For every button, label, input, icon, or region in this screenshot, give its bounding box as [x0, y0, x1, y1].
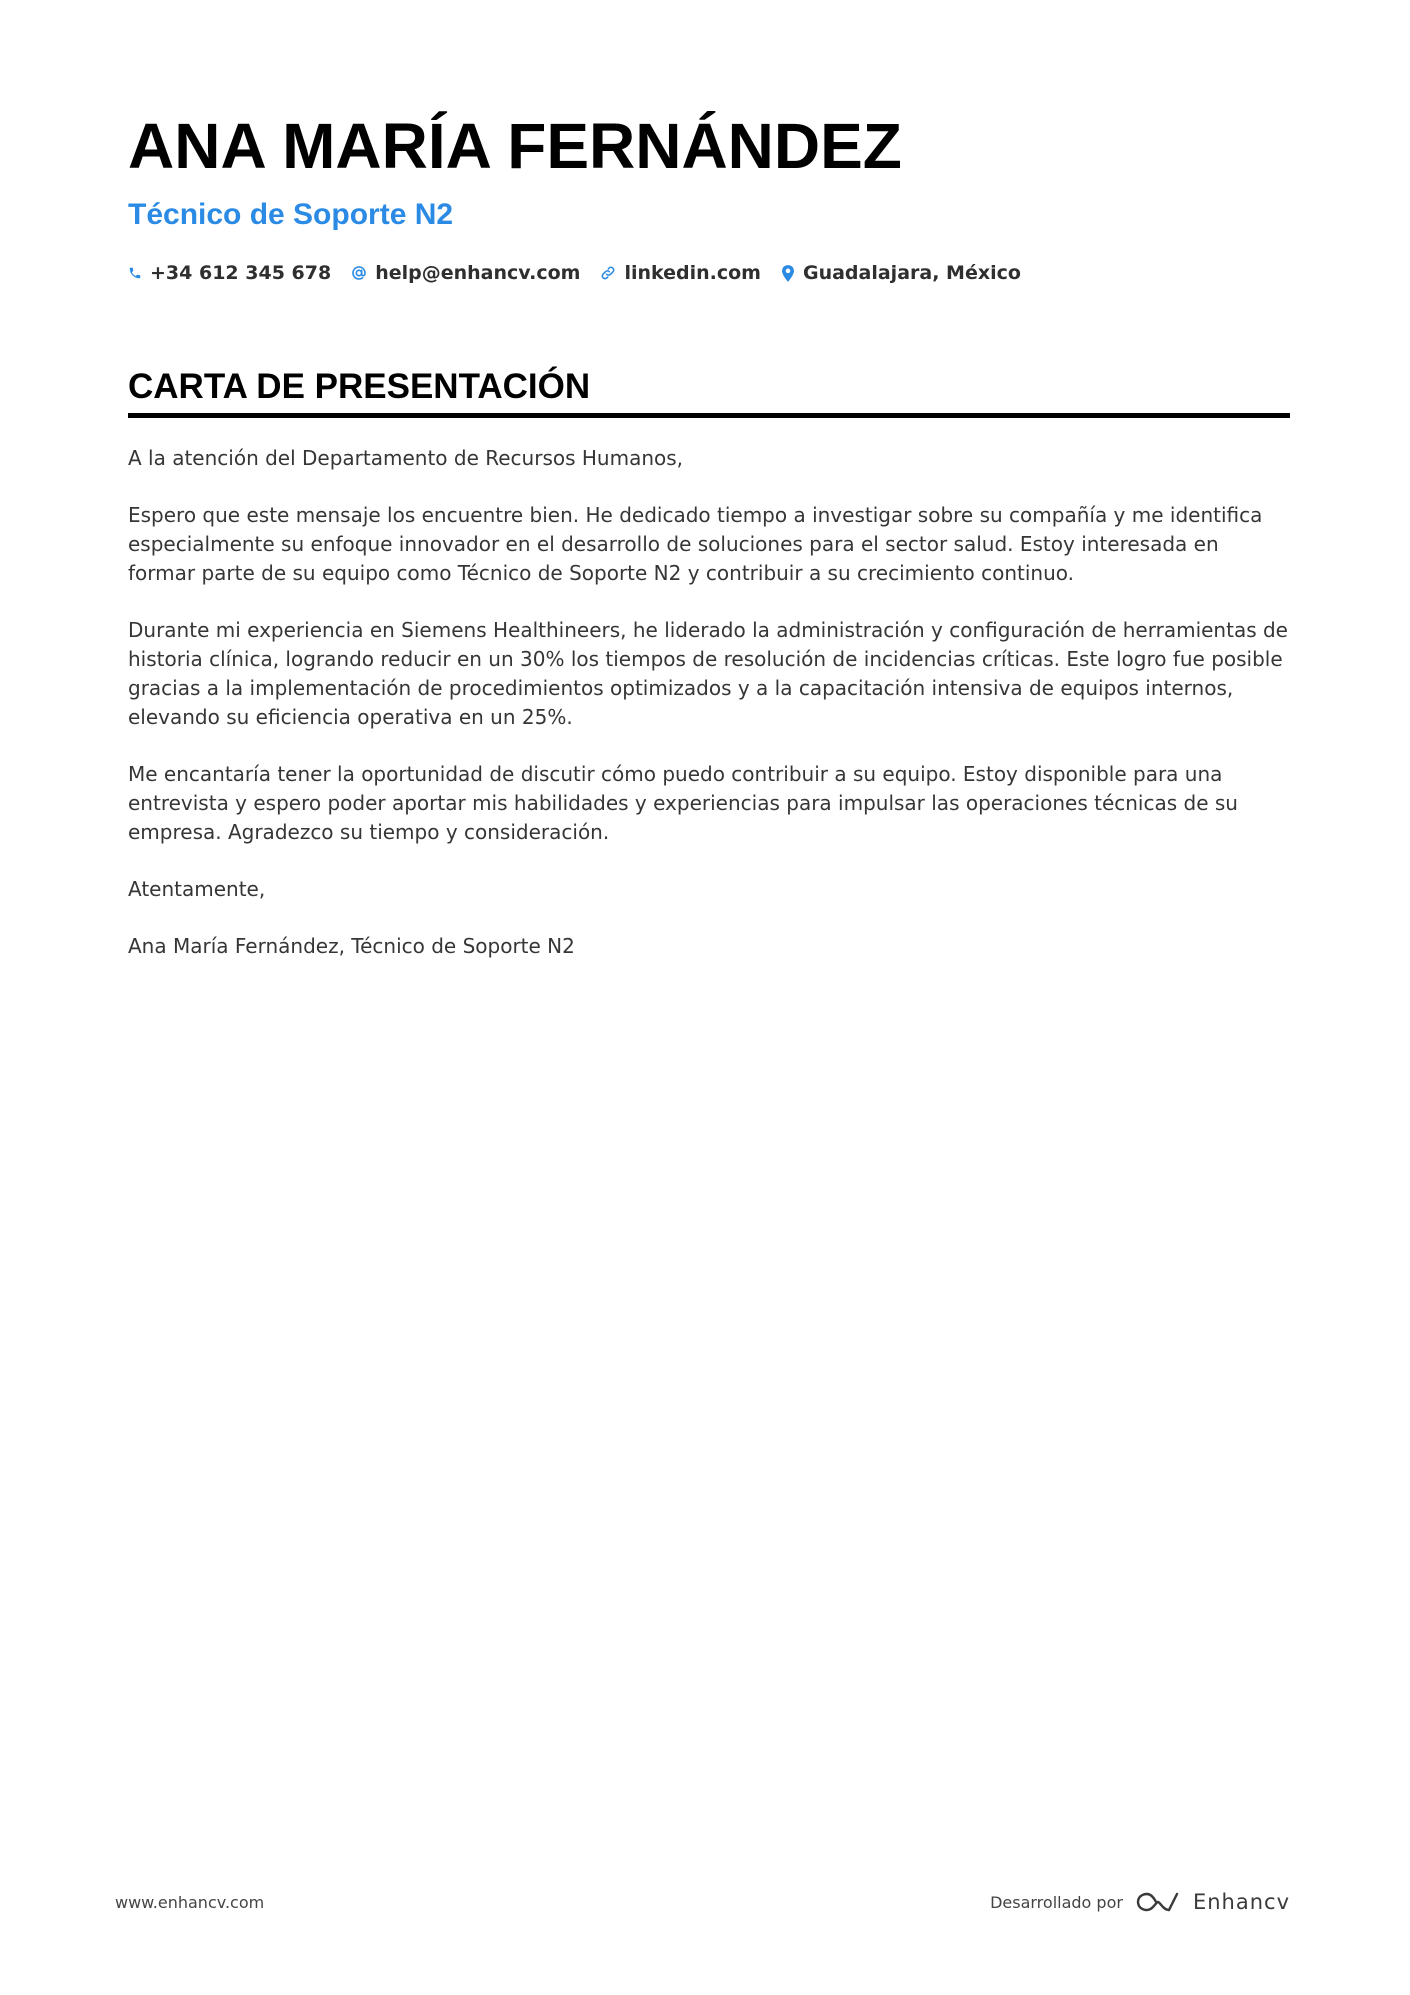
section-divider: [128, 413, 1290, 418]
linkedin-text[interactable]: linkedin.com: [624, 262, 761, 284]
footer-url[interactable]: www.enhancv.com: [115, 1892, 265, 1912]
letter-salutation: A la atención del Departamento de Recursos Humanos,: [128, 446, 684, 470]
enhancv-logo-icon: [1135, 1890, 1181, 1914]
letter-closing: Atentamente,: [128, 877, 266, 901]
letter-paragraph: Me encantaría tener la oportunidad de discutir cómo puedo contribuir a su equipo. Estoy disponible para una entrevista y espero poder aportar mis habilidades y experiencias para impulsar las operaciones técnicas de su empresa. Agradezco su tiempo y consideración.: [128, 762, 1238, 844]
contact-linkedin[interactable]: [600, 260, 761, 286]
section-title: CARTA DE PRESENTACIÓN: [128, 367, 591, 406]
letter-paragraph: Espero que este mensaje los encuentre bien. He dedicado tiempo a investigar sobre su compañía y me identifica especialmente su enfoque innovador en el desarrollo de soluciones para el sector salud. Estoy interesada en formar parte de su equipo como Técnico de Soporte N2 y contribuir a su crecimiento continuo.: [128, 503, 1263, 585]
footer: [115, 1890, 1290, 1914]
letter-paragraph: Durante mi experiencia en Siemens Healthineers, he liderado la administración y configuración de herramientas de historia clínica, logrando reducir en un 30% los tiempos de resolución de incidencias críticas. Este logro fue posible gracias a la implementación de procedimientos optimizados y a la capacitación intensiva de equipos internos, elevando su eficiencia operativa en un 25%.: [128, 618, 1288, 729]
letter-body: [128, 444, 1290, 961]
phone-text: +34 612 345 678: [150, 262, 332, 284]
phone-icon: [128, 266, 142, 280]
contact-phone: [128, 260, 331, 286]
powered-by-text: Desarrollado por: [990, 1892, 1123, 1912]
candidate-role: Técnico de Soporte N2: [128, 198, 454, 231]
contact-location: [781, 260, 1021, 286]
location-text: Guadalajara, México: [802, 262, 1021, 284]
contact-bar: [128, 260, 1288, 286]
letter-signature: Ana María Fernández, Técnico de Soporte N2: [128, 934, 575, 958]
email-text[interactable]: help@enhancv.com: [375, 262, 581, 284]
candidate-name: ANA MARÍA FERNÁNDEZ: [128, 110, 902, 182]
location-pin-icon: [781, 265, 795, 282]
contact-email[interactable]: [351, 260, 580, 286]
at-icon: [351, 265, 367, 281]
cover-letter-section: [128, 365, 1290, 989]
footer-branding: [990, 1890, 1290, 1914]
link-icon: [600, 265, 616, 281]
brand-name: Enhancv: [1192, 1890, 1290, 1914]
header: [128, 108, 1288, 286]
